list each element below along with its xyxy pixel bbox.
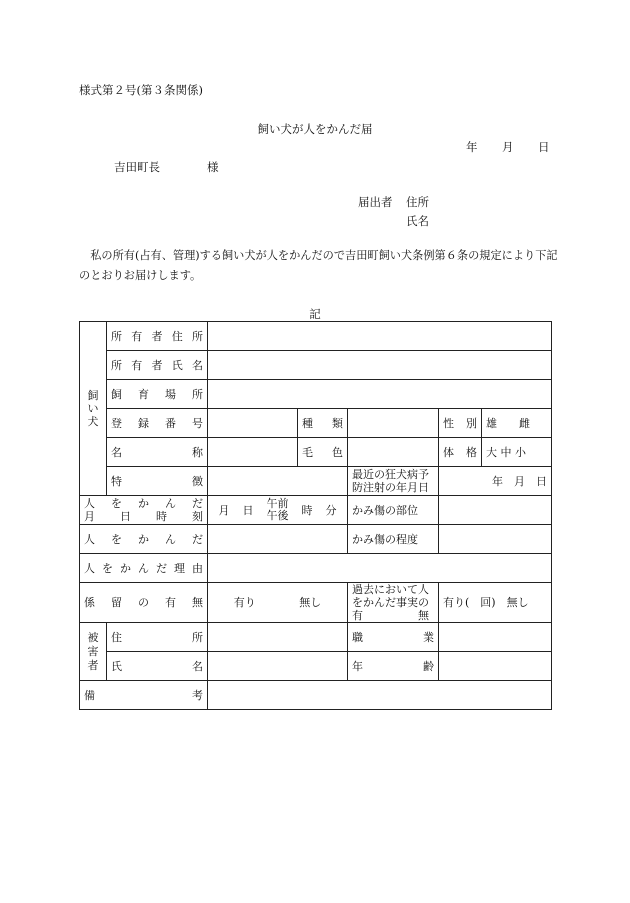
bite-reason-label — [80, 554, 208, 583]
detention-field[interactable] — [208, 583, 348, 623]
breed-label — [298, 409, 348, 438]
breed-field[interactable] — [348, 409, 439, 438]
bite-wound-degree-field[interactable] — [439, 525, 552, 554]
spread-text: 人 を か ん だ — [84, 532, 203, 546]
rabies-date-label: 最近の狂犬病予防注射の年月日 — [348, 467, 439, 496]
bite-datetime-field[interactable] — [208, 496, 348, 525]
table-row — [80, 496, 552, 525]
past-bite-label: 過去において人 をかんだ事実の 有 無 — [348, 583, 439, 623]
bite-wound-degree-label: かみ傷の程度 — [348, 525, 439, 554]
age-label — [348, 652, 439, 681]
table-row — [80, 380, 552, 409]
form-label: 様式第２号(第３条関係) — [79, 83, 203, 97]
sex-options[interactable]: 雄 雌 — [482, 409, 552, 438]
remarks-field[interactable] — [208, 681, 552, 710]
spread-text: 所 有 者 氏 名 — [111, 358, 203, 372]
table-row — [80, 351, 552, 380]
applicant-address-label: 住所 — [406, 195, 429, 209]
build-options[interactable]: 大 中 小 — [482, 438, 552, 467]
victim-address-field[interactable] — [208, 623, 348, 652]
rabies-date-field[interactable]: 年 月 日 — [439, 467, 552, 496]
addressee-suffix: 様 — [207, 160, 219, 174]
features-field[interactable] — [208, 467, 348, 496]
bite-wound-part-field[interactable] — [439, 496, 552, 525]
remarks-label — [80, 681, 208, 710]
datetime-hour: 時 — [301, 503, 313, 517]
owner-address-label — [107, 322, 208, 351]
table-row — [80, 623, 552, 652]
occupation-field[interactable] — [439, 623, 552, 652]
bite-place-field[interactable] — [208, 525, 348, 554]
bite-reason-field[interactable] — [208, 554, 552, 583]
occupation-label — [348, 623, 439, 652]
victim-group-label: 被 害 者 — [80, 623, 107, 681]
date-day: 日 — [538, 140, 550, 154]
past-bite-field[interactable]: 有り( 回) 無し — [439, 583, 552, 623]
table-row — [80, 681, 552, 710]
age-field[interactable] — [439, 652, 552, 681]
dog-name-label — [107, 438, 208, 467]
table-row — [80, 467, 552, 496]
owner-name-field[interactable] — [208, 351, 552, 380]
spread-text: 毛 色 — [302, 445, 343, 459]
notification-table — [79, 321, 552, 710]
spread-text: 特 徴 — [111, 474, 203, 488]
applicant-name-label: 氏名 — [406, 214, 429, 228]
datetime-min: 分 — [325, 503, 337, 517]
spread-text: 種 類 — [302, 416, 343, 430]
table-row — [80, 322, 552, 351]
detention-no: 無し — [299, 596, 322, 609]
color-field[interactable] — [348, 438, 439, 467]
registration-number-field[interactable] — [208, 409, 298, 438]
datetime-ampm: 午前 午後 — [266, 497, 289, 522]
body-text: 私の所有(占有、管理)する飼い犬が人をかんだので吉田町飼い犬条例第６条の規定により下記のとおりお届けします。 — [79, 249, 558, 282]
detention-yes: 有り — [233, 596, 256, 609]
bite-wound-part-label: かみ傷の部位 — [348, 496, 439, 525]
date-month: 月 — [502, 140, 514, 154]
spread-text: 性 別 — [443, 416, 477, 430]
sex-label — [439, 409, 482, 438]
bite-datetime-label — [80, 496, 208, 525]
table-row — [80, 525, 552, 554]
owner-name-label — [107, 351, 208, 380]
detention-label — [80, 583, 208, 623]
table-row — [80, 554, 552, 583]
spread-text: 飼 育 場 所 — [111, 387, 203, 401]
spread-text: 年 齢 — [352, 659, 434, 673]
table-row — [80, 583, 552, 623]
spread-text: 体 格 — [443, 445, 477, 459]
datetime-month: 月 — [218, 503, 230, 517]
table-row — [80, 652, 552, 681]
date-year: 年 — [466, 140, 478, 154]
datetime-day: 日 — [242, 503, 254, 517]
document-title: 飼い犬が人をかんだ届 — [257, 122, 373, 136]
spread-text: 職 業 — [352, 630, 434, 644]
bite-place-label — [80, 525, 208, 554]
breeding-place-field[interactable] — [208, 380, 552, 409]
spread-text: 人 を か ん だ — [84, 497, 203, 510]
victim-address-label — [107, 623, 208, 652]
color-label — [298, 438, 348, 467]
build-label — [439, 438, 482, 467]
owner-address-field[interactable] — [208, 322, 552, 351]
spread-text: 氏 名 — [111, 659, 203, 673]
spread-text: 係 留 の 有 無 — [84, 596, 203, 609]
breeding-place-label — [107, 380, 208, 409]
spread-text: 名 称 — [111, 445, 203, 459]
victim-name-label — [107, 652, 208, 681]
victim-name-field[interactable] — [208, 652, 348, 681]
table-row — [80, 438, 552, 467]
spread-text: 登 録 番 号 — [111, 416, 203, 430]
features-label — [107, 467, 208, 496]
table-row — [80, 409, 552, 438]
registration-number-label — [107, 409, 208, 438]
addressee-name: 吉田町長 — [114, 160, 160, 174]
applicant-label: 届出者 — [358, 195, 393, 209]
dog-group-label: 飼 い 犬 — [80, 322, 107, 496]
spread-text: 月 日 時 刻 — [84, 510, 203, 523]
dog-name-field[interactable] — [208, 438, 298, 467]
spread-text: 備 考 — [84, 688, 203, 702]
ki-heading: 記 — [309, 307, 321, 321]
spread-text: 所 有 者 住 所 — [111, 329, 203, 343]
spread-text: 住 所 — [111, 630, 203, 644]
spread-text: 人 を か ん だ 理 由 — [84, 561, 203, 575]
